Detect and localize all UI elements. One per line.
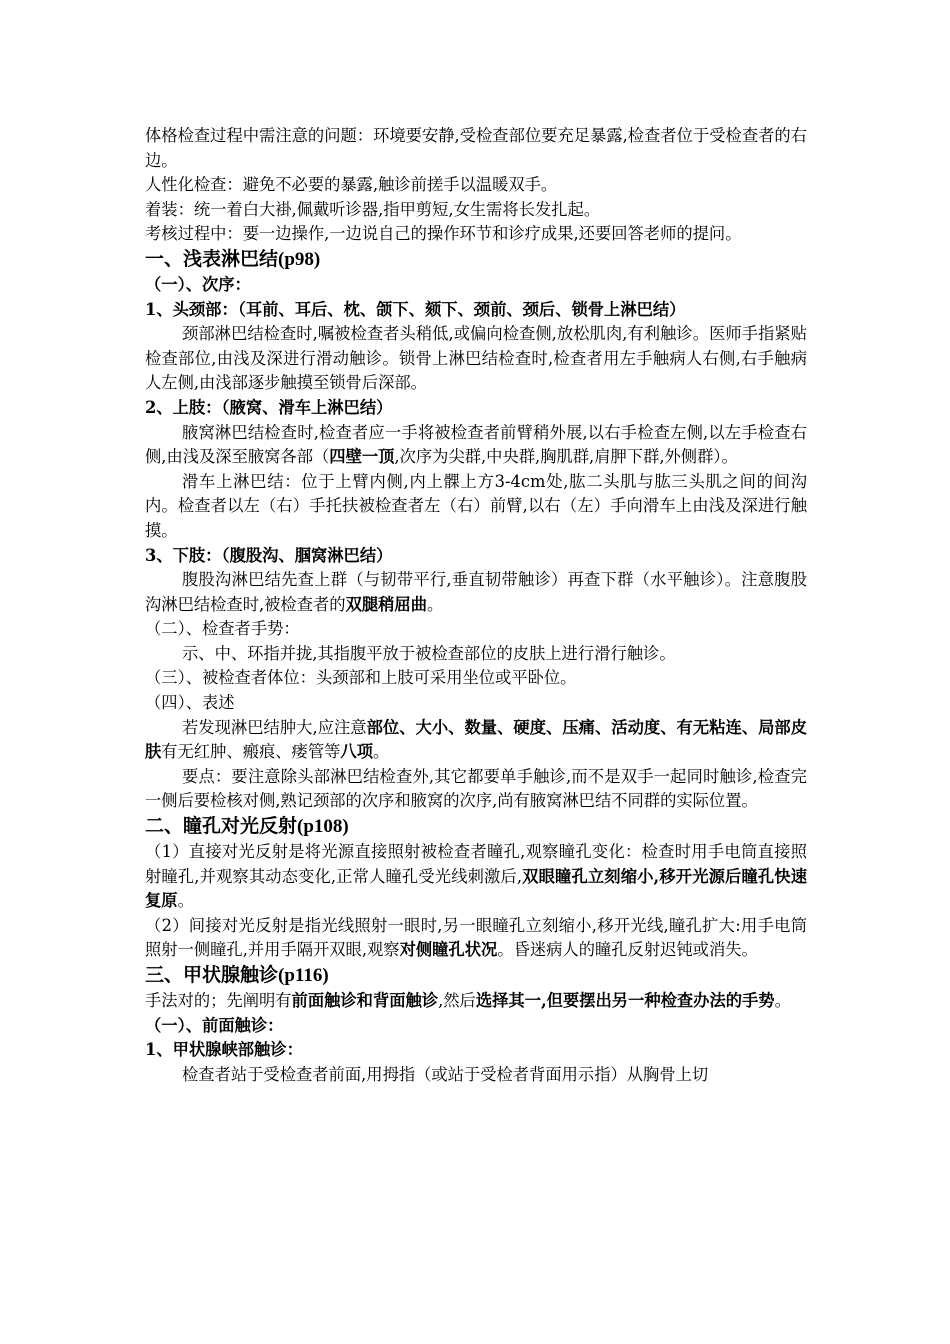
isthmus-paragraph: 检查者站于受检查者前面,用拇指（或站于受检者背面用示指）从胸骨上切 [182,1064,709,1084]
direct-emphasis: 双眼瞳孔立刻缩小,移开光源后瞳孔快速复原 [145,866,807,911]
upper-limb-heading: 2、上肢：（腋窝、滑车上淋巴结） [145,397,393,417]
describe-text-e: 。 [372,742,390,762]
hand-heading: （二）、检查者手势： [145,619,300,639]
describe-emphasis-1: 部位、大小、数量、硬度、压痛、活动度、有无粘连、局部皮肤 [145,717,807,762]
isthmus-heading: 1、甲状腺峡部触诊： [145,1040,303,1060]
hand-paragraph: 示、中、环指并拢,其指腹平放于被检查部位的皮肤上进行滑行触诊。 [182,643,676,663]
axilla-text-c: ,次序为尖群,中央群,胸肌群,肩胛下群,外侧群）。 [394,447,738,467]
keypoint-paragraph: 要点：要注意除头部淋巴结检查外,其它都要单手触诊,而不是双手一起同时触诊,检查完一侧后要检核对侧,熟记颈部的次序和腋窝的次序,尚有腋窝淋巴结不同群的实际位置。 [145,766,807,811]
direct-text-c: 。 [177,891,194,911]
describe-text-a: 若发现淋巴结肿大,应注意 [182,717,367,737]
section-1-title: 一、浅表淋巴结(p98) [145,248,321,270]
indirect-emphasis: 对侧瞳孔状况 [399,940,498,960]
inguinal-emphasis: 双腿稍屈曲 [345,594,427,614]
direct-reflex-paragraph [145,840,807,914]
axilla-text-a: 腋窝淋巴结检查时,检查者应一手将被检查者前臂稍外展,以右手检查左侧,以左手检查右侧,由浅及深至腋窝各部（ [145,422,807,467]
describe-heading: （四）、表述 [145,693,235,713]
method-emphasis-2: 选择其一,但要摆出另一种检查办法的手势 [475,991,775,1010]
front-palpation-heading: （一）、前面触诊： [145,1015,284,1035]
method-text-a: 手法对的；先阐明有 [145,991,292,1010]
axilla-paragraph [145,421,807,470]
method-text-c: ,然后 [438,991,476,1010]
intro-paragraph-3: 着装：统一着白大褂,佩戴听诊器,指甲剪短,女生需将长发扎起。 [145,199,601,219]
method-paragraph [145,989,807,1014]
indirect-text-a: （2）间接对光反射是指光线照射一眼时,另一眼瞳孔立刻缩小,移开光线,瞳孔扩大:用手电筒照射一侧瞳孔,并用手隔开双眼,观察 [145,915,807,960]
describe-paragraph [145,716,807,765]
intro-paragraph-2: 人性化检查：避免不必要的暴露,触诊前搓手以温暖双手。 [145,175,558,195]
describe-emphasis-2: 八项 [340,742,373,762]
axilla-emphasis: 四壁一顶 [329,447,395,467]
direct-text-a: （1）直接对光反射是将光源直接照射被检查者瞳孔,观察瞳孔变化：检查时用手电筒直接照射瞳孔,并观察其动态变化,正常人瞳孔受光线刺激后, [145,842,807,886]
position-paragraph: （三）、被检查者体位：头颈部和上肢可采用坐位或平卧位。 [145,668,577,688]
section-3-title: 三、甲状腺触诊(p116) [145,965,329,986]
neck-paragraph: 颈部淋巴结检查时,嘱被检查者头稍低,或偏向检查侧,放松肌肉,有利触诊。医师手指紧贴检查部位,由浅及深进行滑动触诊。锁骨上淋巴结检查时,检查者用左手触病人右侧,右手触病人左侧,由浅部逐步触摸至锁骨后深部。 [145,324,807,393]
order-heading: （一）、次序： [145,274,251,294]
method-text-e: 。 [774,991,791,1010]
trochlear-paragraph: 滑车上淋巴结：位于上臂内侧,内上髁上方3-4cm处,肱二头肌与肱三头肌之间的间沟内。检查者以左（右）手托扶被检查者左（右）前臂,以右（左）手向滑车上由浅及深进行触摸。 [145,471,807,540]
inguinal-paragraph [145,568,807,617]
section-2-title: 二、瞳孔对光反射(p108) [145,816,349,838]
indirect-reflex-paragraph [145,914,807,963]
inguinal-text-a: 腹股沟淋巴结先查上群（与韧带平行,垂直韧带触诊）再查下群（水平触诊）。注意腹股沟淋巴结检查时,被检查者的 [145,570,807,614]
document-page [145,124,807,1087]
describe-text-c: 有无红肿、瘢痕、瘘管等 [161,742,341,762]
method-emphasis-1: 前面触诊和背面触诊 [291,991,439,1010]
inguinal-text-c: 。 [426,594,444,614]
intro-paragraph-1: 体格检查过程中需注意的问题：环境要安静,受检查部位要充足暴露,检查者位于受检查者的右边。 [145,126,807,170]
lower-limb-heading: 3、下肢：（腹股沟、腘窝淋巴结） [145,545,393,565]
neck-heading: 1、头颈部：（耳前、耳后、枕、颌下、颏下、颈前、颈后、锁骨上淋巴结） [145,299,686,319]
indirect-text-c: 。昏迷病人的瞳孔反射迟钝或消失。 [497,940,758,960]
intro-paragraph-4: 考核过程中：要一边操作,一边说自己的操作环节和诊疗成果,还要回答老师的提问。 [145,224,742,244]
